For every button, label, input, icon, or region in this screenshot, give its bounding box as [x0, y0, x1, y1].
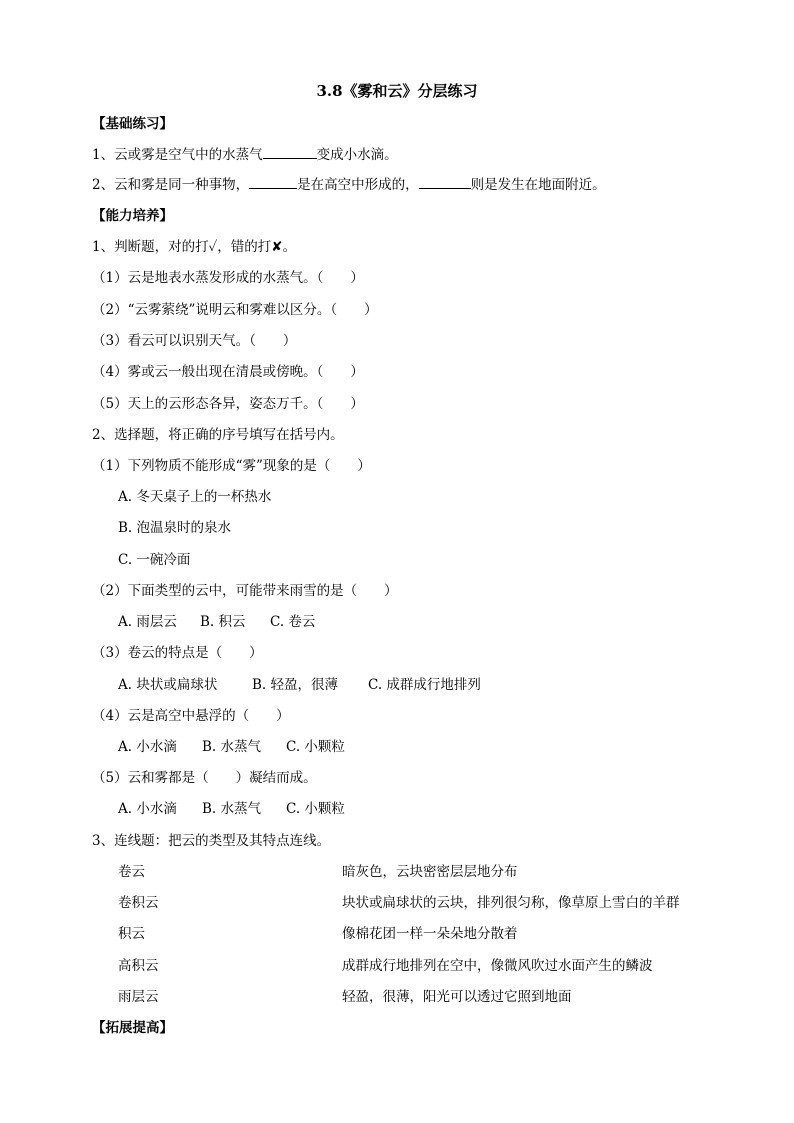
choice-q4-stem: （4）云是高空中悬浮的（ ）: [92, 708, 290, 724]
choice-q1-option-c: C. 一碗冷面: [118, 552, 191, 568]
match-left-item-4[interactable]: 高积云: [118, 958, 159, 974]
match-left-item-5[interactable]: 雨层云: [118, 989, 159, 1005]
fill-q2-text-before: 2、云和雾是同一种事物，: [92, 177, 250, 193]
answer-blank[interactable]: [419, 176, 471, 189]
choice-q4-option-b: B. 水蒸气: [202, 739, 262, 755]
judge-prompt: 1、判断题，对的打✓，错的打✘。: [92, 239, 297, 255]
choice-q5-option-b: B. 水蒸气: [202, 801, 262, 817]
judge-item-2: （2）“云雾萦绕”说明云和雾难以区分。（ ）: [92, 302, 378, 318]
match-right-item-1[interactable]: 暗灰色，云块密密层层地分布: [342, 864, 518, 880]
choice-q4-options: [118, 738, 345, 756]
fill-question-2: [92, 176, 606, 194]
choice-q2-option-a: A. 雨层云: [118, 614, 177, 630]
match-right-item-5[interactable]: 轻盈，很薄，阳光可以透过它照到地面: [342, 989, 572, 1005]
section-heading-ability: 【能力培养】: [92, 208, 173, 224]
choice-prompt: 2、选择题，将正确的序号填写在括号内。: [92, 427, 344, 443]
match-right-item-2[interactable]: 块状或扁球状的云块，排列很匀称，像草原上雪白的羊群: [342, 895, 680, 911]
choice-q2-options: [118, 613, 315, 631]
choice-q4-option-c: C. 小颗粒: [286, 739, 345, 755]
match-right-item-4[interactable]: 成群成行地排列在空中，像微风吹过水面产生的鳞波: [342, 958, 653, 974]
match-left-item-3[interactable]: 积云: [118, 926, 145, 942]
choice-q1-stem: （1）下列物质不能形成“雾”现象的是（ ）: [92, 458, 371, 474]
fill-q1-text-after: 变成小水滴。: [316, 147, 398, 163]
choice-q5-option-a: A. 小水滴: [118, 801, 177, 817]
judge-item-1: （1）云是地表水蒸发形成的水蒸气。（ ）: [92, 270, 364, 286]
choice-q3-stem: （3）卷云的特点是（ ）: [92, 645, 263, 661]
answer-blank[interactable]: [249, 176, 297, 189]
choice-q3-options: [118, 676, 481, 694]
choice-q5-options: [118, 800, 345, 818]
choice-q2-stem: （2）下面类型的云中，可能带来雨雪的是（ ）: [92, 583, 398, 599]
match-prompt: 3、连线题：把云的类型及其特点连线。: [92, 833, 331, 849]
choice-q1-option-b: B. 泡温泉时的泉水: [118, 520, 232, 536]
choice-q3-option-a: A. 块状或扁球状: [118, 677, 218, 693]
choice-q3-option-b: B. 轻盈，很薄: [252, 677, 339, 693]
judge-item-4: （4）雾或云一般出现在清晨或傍晚。（ ）: [92, 364, 364, 380]
section-heading-extension: 【拓展提高】: [92, 1020, 173, 1036]
fill-q2-text-middle: 是在高空中形成的，: [297, 177, 419, 193]
match-left-item-2[interactable]: 卷积云: [118, 895, 159, 911]
fill-q1-text-before: 1、云或雾是空气中的水蒸气: [92, 147, 263, 163]
choice-q1-option-a: A. 冬天桌子上的一杯热水: [118, 489, 272, 505]
match-right-item-3[interactable]: 像棉花团一样一朵朵地分散着: [342, 926, 518, 942]
match-left-item-1[interactable]: 卷云: [118, 864, 145, 880]
choice-q2-option-c: C. 卷云: [270, 614, 316, 630]
judge-item-3: （3）看云可以识别天气。（ ）: [92, 333, 297, 349]
judge-item-5: （5）天上的云形态各异，姿态万千。（ ）: [92, 396, 364, 412]
choice-q5-option-c: C. 小颗粒: [286, 801, 345, 817]
choice-q3-option-c: C. 成群成行地排列: [368, 677, 481, 693]
section-heading-basic: 【基础练习】: [92, 116, 173, 132]
answer-blank[interactable]: [263, 146, 317, 159]
page-title: 3.8《雾和云》分层练习: [316, 82, 478, 100]
choice-q2-option-b: B. 积云: [200, 614, 246, 630]
choice-q5-stem: （5）云和雾都是（ ）凝结而成。: [92, 770, 317, 786]
choice-q4-option-a: A. 小水滴: [118, 739, 177, 755]
fill-q2-text-after: 则是发生在地面附近。: [470, 177, 606, 193]
fill-question-1: [92, 146, 398, 164]
